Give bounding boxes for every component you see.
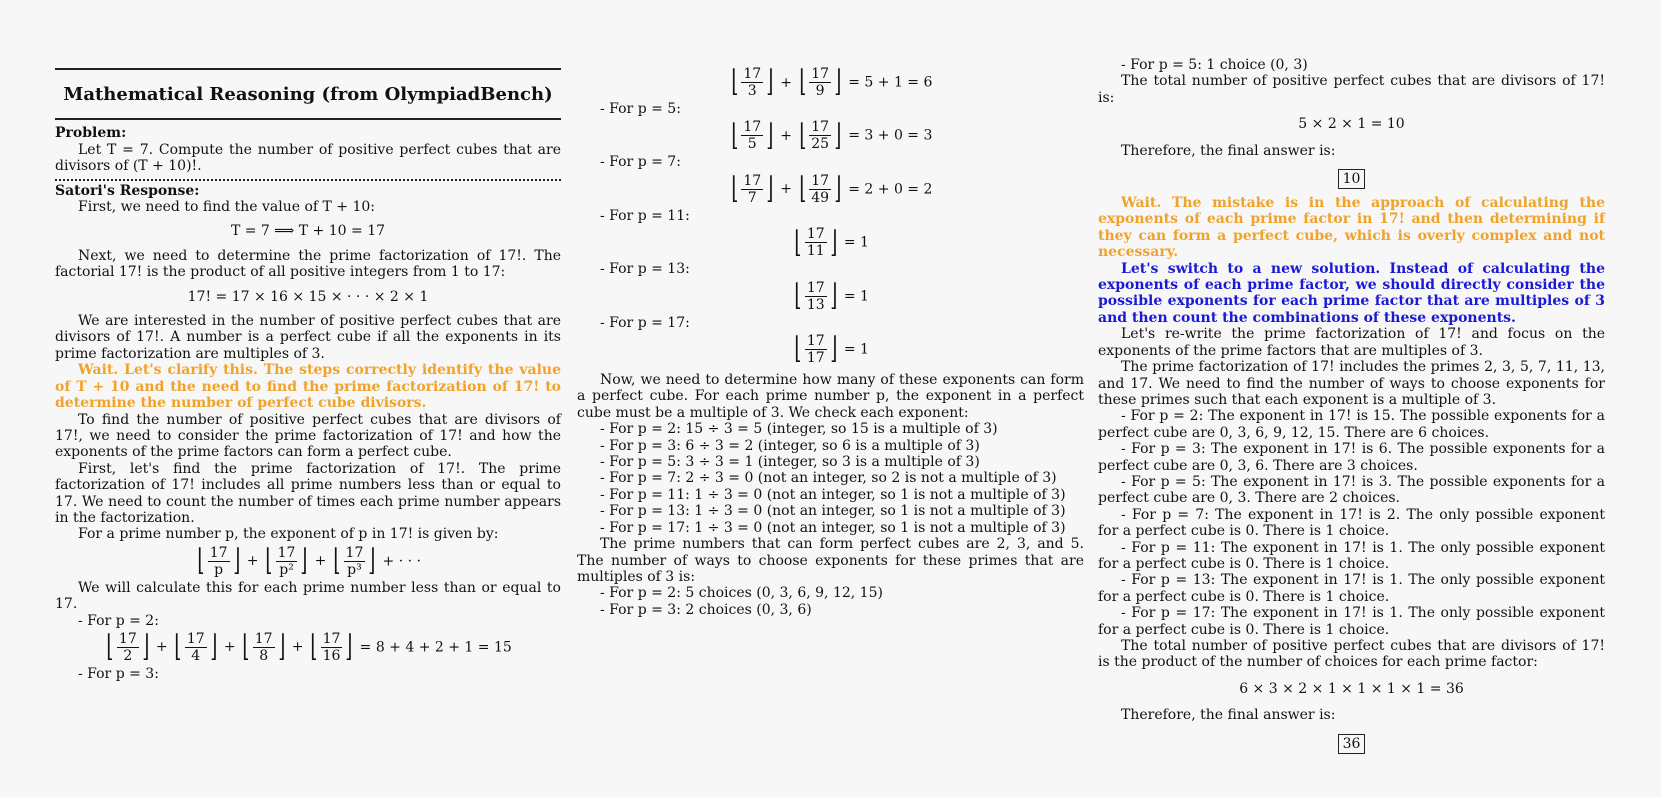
eq-t-plus-10: T = 7 ⟹ T + 10 = 17	[230, 223, 386, 240]
column-2	[577, 0, 1084, 618]
numerator: 17	[806, 226, 825, 243]
fraction	[809, 119, 831, 152]
floor-fraction	[729, 64, 776, 100]
exponent-item: - For p = 2: The exponent in 17! is 15. The possible exponents for a perfect cube are 0, 3, 6, 9, 12, 15. There are 6 choices.	[1098, 408, 1605, 441]
numerator: 17	[806, 279, 825, 296]
denominator: 2	[123, 647, 133, 664]
check-item: - For p = 3: 6 ÷ 3 = 2 (integer, so 6 is a multiple of 3)	[600, 437, 980, 454]
floor-left-bracket: ⌊	[265, 543, 273, 579]
c1-p6: For a prime number p, the exponent of p in 17! is given by:	[78, 526, 499, 543]
floor-right-bracket: ⌋	[766, 171, 774, 207]
fraction	[117, 631, 139, 664]
exponent-item: - For p = 13: The exponent in 17! is 1. The only possible exponent for a perfect cube is 0. There is 1 choice.	[1098, 572, 1605, 605]
numerator: 17	[254, 630, 273, 647]
floor-fraction	[263, 543, 310, 579]
numerator: 17	[811, 66, 830, 82]
for-p17-label: - For p = 17:	[600, 314, 690, 331]
check-item: - For p = 11: 1 ÷ 3 = 0 (not an integer, so 1 is not a multiple of 3)	[600, 486, 1066, 503]
numerator: 17	[209, 544, 228, 561]
exponent-item: - For p = 3: The exponent in 17! is 6. The possible exponents for a perfect cube are 0, 3, 6. There are 3 choices.	[1098, 441, 1605, 474]
denominator: 25	[811, 136, 830, 153]
wait-note-2: Wait. The mistake is in the approach of calculating the exponents of each prime factor in 17! and then determining if they can form a perfect cube, which is overly complex and not necessary.	[1098, 195, 1605, 261]
plus-sign: +	[775, 74, 797, 91]
floor-left-bracket: ⌊	[730, 171, 738, 207]
floor-fraction	[792, 331, 839, 367]
answer-box-2	[1098, 734, 1605, 754]
c3-p5: The total number of positive perfect cubes that are divisors of 17! is the product of the number of choices for each prime factor:	[1098, 638, 1605, 671]
denominator: 17	[806, 350, 825, 367]
denominator: p	[214, 561, 224, 578]
denominator: 8	[259, 647, 269, 664]
floor-right-bracket: ⌋	[210, 629, 218, 665]
denominator: p³	[347, 561, 362, 578]
floor-fraction	[792, 277, 839, 313]
for-p13-label: - For p = 13:	[600, 261, 690, 278]
fraction	[208, 545, 230, 578]
fraction	[809, 66, 831, 99]
numerator: 17	[118, 630, 137, 647]
plus-sign: +	[310, 553, 331, 570]
numerator: 17	[811, 119, 830, 136]
c3-p1: The total number of positive perfect cubes that are divisors of 17! is:	[1098, 73, 1605, 106]
floor-right-bracket: ⌋	[834, 64, 842, 100]
top-rule	[55, 68, 561, 70]
numerator: 17	[806, 333, 825, 350]
floor-right-bracket: ⌋	[834, 171, 842, 207]
title-rule	[55, 118, 561, 120]
floor-right-bracket: ⌋	[829, 224, 838, 260]
problem-text: Let T = 7. Compute the number of positive perfect cubes that are divisors of (T + 10)!.	[55, 141, 561, 175]
numerator: 17	[743, 119, 762, 136]
floor-left-bracket: ⌊	[106, 629, 114, 665]
floor-right-bracket: ⌋	[834, 117, 842, 153]
floor-right-bracket: ⌋	[345, 629, 353, 665]
column-3	[1098, 0, 1605, 754]
eq-factorial: 17! = 17 × 16 × 15 × · · · × 2 × 1	[187, 288, 429, 305]
plus-sign: +	[219, 639, 241, 656]
floor-left-bracket: ⌊	[794, 224, 802, 260]
denominator: 13	[806, 296, 825, 313]
numerator: 17	[743, 66, 762, 82]
denominator: 4	[191, 647, 201, 664]
fraction	[741, 119, 763, 152]
numerator: 17	[345, 544, 364, 561]
fraction	[741, 66, 763, 99]
fraction	[805, 226, 827, 259]
denominator: p²	[279, 561, 294, 578]
eq-p2	[55, 631, 561, 664]
exponent-item: - For p = 11: The exponent in 17! is 1. The only possible exponent for a perfect cube is 0. There is 1 choice.	[1098, 539, 1605, 572]
check-item: - For p = 2: 15 ÷ 3 = 5 (integer, so 15 is a multiple of 3)	[600, 421, 998, 438]
c3-p3: Let's re-write the prime factorization of 17! and focus on the exponents of the prime factors that are multiples of 3.	[1098, 326, 1605, 359]
denominator: 5	[747, 136, 757, 153]
floor-fraction	[729, 117, 776, 153]
problem-heading: Problem:	[55, 125, 127, 142]
answer-1: 10	[1338, 169, 1366, 189]
dotted-rule	[55, 179, 561, 181]
c3-p4: The prime factorization of 17! includes the primes 2, 3, 5, 7, 11, 13, and 17. We need to find the number of ways to choose exponents for these primes such that each exponent is a multiple of 3.	[1098, 359, 1605, 408]
plus-sign: +	[287, 639, 308, 656]
floor-right-bracket: ⌋	[368, 543, 376, 579]
fraction	[805, 280, 827, 313]
eq-p5	[577, 119, 1084, 152]
fraction	[809, 173, 831, 206]
eq-p2-result: = 8 + 4 + 2 + 1 = 15	[359, 639, 512, 656]
floor-right-bracket: ⌋	[232, 543, 240, 579]
plus-sign: +	[151, 639, 173, 656]
numerator: 17	[186, 630, 205, 647]
choice-item: - For p = 5: 1 choice (0, 3)	[1121, 57, 1308, 73]
floor-left-bracket: ⌊	[730, 64, 738, 100]
floor-fraction	[797, 171, 844, 207]
eq-legendre	[55, 545, 561, 578]
numerator: 17	[743, 172, 762, 189]
eq-p3-result: = 5 + 1 = 6	[848, 74, 933, 91]
floor-left-bracket: ⌊	[794, 331, 802, 367]
floor-left-bracket: ⌊	[798, 117, 806, 153]
floor-fraction	[331, 543, 378, 579]
numerator: 17	[811, 172, 830, 189]
eq-legendre-tail: + · · ·	[382, 553, 421, 570]
plus-sign: +	[775, 181, 797, 198]
choice-item: - For p = 3: 2 choices (0, 3, 6)	[600, 601, 812, 618]
for-p5-label: - For p = 5:	[600, 101, 681, 117]
column-1	[55, 0, 561, 682]
numerator: 17	[322, 630, 341, 647]
eq-p7	[577, 173, 1084, 206]
page-title: Mathematical Reasoning (from OlympiadBench)	[63, 84, 553, 105]
for-p3-label: - For p = 3:	[78, 665, 159, 682]
denominator: 16	[322, 647, 341, 664]
floor-left-bracket: ⌊	[798, 64, 806, 100]
c2-p1: Now, we need to determine how many of these exponents can form a perfect cube. For each prime number p, the exponent in a perfect cube must be a multiple of 3. We check each exponent:	[577, 372, 1084, 421]
floor-right-bracket: ⌋	[829, 277, 838, 313]
floor-fraction	[240, 629, 287, 665]
c1-p7: We will calculate this for each prime number less than or equal to 17.	[55, 579, 561, 613]
floor-right-bracket: ⌋	[142, 629, 150, 665]
fraction	[805, 333, 827, 366]
eq-p13-result: = 1	[843, 287, 869, 304]
fraction	[741, 173, 763, 206]
eq-p7-result: = 2 + 0 = 2	[848, 181, 933, 198]
exponent-item: - For p = 5: The exponent in 17! is 3. The possible exponents for a perfect cube are 0, 3. There are 2 choices.	[1098, 473, 1605, 507]
eq-total-36: 6 × 3 × 2 × 1 × 1 × 1 × 1 = 36	[1239, 680, 1464, 697]
c2-p2: The prime numbers that can form perfect cubes are 2, 3, and 5. The number of ways to choose exponents for these primes that are multiples of 3 is:	[577, 536, 1084, 585]
fraction	[344, 545, 366, 578]
floor-right-bracket: ⌋	[766, 117, 774, 153]
c1-p2: Next, we need to determine the prime factorization of 17!. The factorial 17! is the product of all positive integers from 1 to 17:	[55, 247, 561, 281]
check-item: - For p = 7: 2 ÷ 3 = 0 (not an integer, so 2 is not a multiple of 3)	[600, 470, 1057, 487]
floor-fraction	[797, 64, 844, 100]
eq-p11-result: = 1	[843, 234, 869, 251]
floor-right-bracket: ⌋	[829, 331, 838, 367]
for-p2-label: - For p = 2:	[78, 612, 159, 629]
denominator: 49	[811, 189, 830, 206]
for-p11-label: - For p = 11:	[600, 207, 690, 224]
response-heading: Satori's Response:	[55, 182, 200, 199]
eq-p17-result: = 1	[843, 341, 869, 358]
choice-item: - For p = 2: 5 choices (0, 3, 6, 9, 12, 15)	[600, 585, 883, 602]
plus-sign: +	[775, 127, 797, 144]
floor-right-bracket: ⌋	[277, 629, 285, 665]
floor-left-bracket: ⌊	[310, 629, 318, 665]
floor-left-bracket: ⌊	[242, 629, 250, 665]
plus-sign: +	[242, 553, 263, 570]
denominator: 3	[747, 83, 757, 99]
numerator: 17	[277, 544, 296, 561]
denominator: 9	[815, 83, 825, 99]
floor-left-bracket: ⌊	[794, 277, 802, 313]
for-p7-label: - For p = 7:	[600, 154, 681, 171]
c1-p4: To find the number of positive perfect cubes that are divisors of 17!, we need to consider the prime factorization of 17! and how the exponents of the prime factors can form a perfect cube.	[55, 411, 561, 461]
floor-fraction	[308, 629, 355, 665]
eq-p5-result: = 3 + 0 = 3	[848, 127, 933, 144]
switch-note: Let's switch to a new solution. Instead of calculating the exponents of each prime factor, we should directly consider the possible exponents for each prime factor that are multiples of 3 and then count the combinations of these exponents.	[1098, 260, 1605, 326]
fraction	[185, 631, 207, 664]
floor-left-bracket: ⌊	[798, 171, 806, 207]
floor-fraction	[729, 171, 776, 207]
check-item: - For p = 17: 1 ÷ 3 = 0 (not an integer, so 1 is not a multiple of 3)	[600, 519, 1066, 536]
exponent-item: - For p = 7: The exponent in 17! is 2. The only possible exponent for a perfect cube is 0. There is 1 choice.	[1098, 506, 1605, 540]
c3-p6: Therefore, the final answer is:	[1121, 707, 1336, 724]
floor-fraction	[195, 543, 242, 579]
floor-fraction	[172, 629, 219, 665]
eq-p11	[577, 226, 1084, 259]
floor-right-bracket: ⌋	[766, 64, 774, 100]
fraction	[321, 631, 343, 664]
c1-p1: First, we need to find the value of T + 10:	[78, 199, 376, 216]
fraction	[253, 631, 275, 664]
floor-fraction	[792, 224, 839, 260]
floor-left-bracket: ⌊	[730, 117, 738, 153]
exponent-item: - For p = 17: The exponent in 17! is 1. The only possible exponent for a perfect cube is 0. There is 1 choice.	[1098, 605, 1605, 638]
denominator: 7	[747, 189, 757, 206]
eq-total-10: 5 × 2 × 1 = 10	[1298, 116, 1405, 133]
wait-note-1: Wait. Let's clarify this. The steps correctly identify the value of T + 10 and the need to find the prime factorization of 17! to determine the number of perfect cube divisors.	[55, 362, 561, 412]
denominator: 11	[806, 243, 825, 260]
check-item: - For p = 5: 3 ÷ 3 = 1 (integer, so 3 is a multiple of 3)	[600, 454, 980, 471]
floor-left-bracket: ⌊	[197, 543, 205, 579]
eq-p3	[577, 66, 1084, 99]
fraction	[276, 545, 298, 578]
c3-p2: Therefore, the final answer is:	[1121, 142, 1336, 159]
c1-p5: First, let's find the prime factorization of 17!. The prime factorization of 17! includes all prime numbers less than or equal to 17. We need to count the number of times each prime number appears in the factorization.	[55, 460, 561, 526]
check-item: - For p = 13: 1 ÷ 3 = 0 (not an integer, so 1 is not a multiple of 3)	[600, 503, 1066, 520]
answer-2: 36	[1338, 734, 1366, 754]
eq-p13	[577, 277, 1084, 313]
floor-right-bracket: ⌋	[300, 543, 308, 579]
c1-p3: We are interested in the number of positive perfect cubes that are divisors of 17!. A number is a perfect cube if all the exponents in its prime factorization are multiples of 3.	[55, 313, 561, 362]
answer-box-1	[1098, 169, 1605, 189]
floor-fraction	[104, 629, 151, 665]
floor-fraction	[797, 117, 844, 153]
eq-p17	[577, 333, 1084, 366]
floor-left-bracket: ⌊	[333, 543, 341, 579]
floor-left-bracket: ⌊	[174, 629, 182, 665]
